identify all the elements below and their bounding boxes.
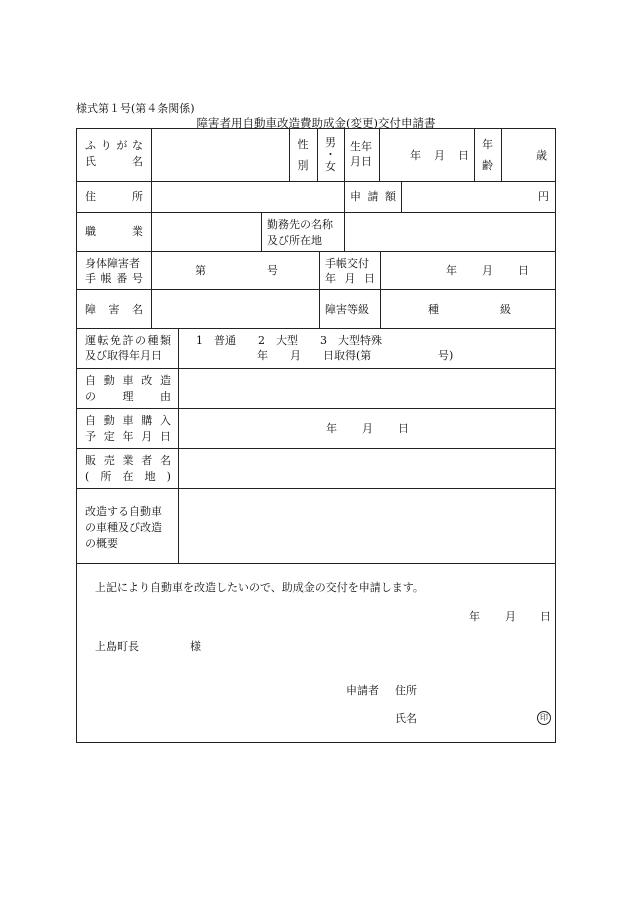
- col-border: [380, 251, 381, 328]
- license-label: 及び取得年月日: [85, 349, 162, 362]
- purchase-day-unit: 日: [398, 422, 409, 435]
- workplace-label: 及び所在地: [267, 234, 322, 247]
- addressee: 上島町長: [95, 640, 139, 653]
- age-label: 齢: [482, 159, 493, 172]
- declaration-month-unit: 月: [505, 610, 516, 623]
- row-border: [76, 448, 556, 449]
- name-label: 氏 名: [85, 155, 143, 168]
- grade-level-unit: 級: [500, 303, 511, 316]
- modification-overview-label: の車種及び改造: [85, 521, 162, 534]
- modification-overview-label: の概要: [85, 537, 118, 550]
- sex-label: 別: [297, 159, 309, 172]
- birth-day-unit: 日: [458, 149, 469, 162]
- purchase-month-unit: 月: [362, 422, 373, 435]
- col-border: [474, 128, 475, 181]
- modification-reason-label: 自 動 車 改 造: [85, 374, 171, 387]
- applicant-address-label: 住所: [395, 684, 417, 697]
- sex-option-female: 女: [325, 160, 336, 173]
- row-border: [76, 289, 556, 290]
- license-acquired: 日取得(第: [323, 349, 372, 362]
- grade-label: 障害等級: [325, 303, 369, 316]
- birth-month-unit: 月: [434, 149, 445, 162]
- furigana-label: ふ り が な: [85, 139, 143, 152]
- age-unit: 歳: [536, 149, 547, 162]
- col-border: [401, 181, 402, 212]
- declaration-year-unit: 年: [469, 610, 480, 623]
- workplace-label: 勤務先の名称: [267, 218, 333, 231]
- purchase-year-unit: 年: [326, 422, 337, 435]
- grade-type-unit: 種: [428, 303, 439, 316]
- row-border: [76, 212, 556, 213]
- address-label: 住 所: [85, 190, 143, 203]
- form-number: 様式第１号(第４条関係): [76, 102, 195, 115]
- birth-label: 生年: [350, 140, 372, 153]
- row-border: [76, 563, 556, 564]
- purchase-date-label: 予 定 年 月 日: [85, 430, 171, 443]
- purchase-date-label: 自 動 車 購 入: [85, 414, 171, 427]
- license-number-suffix: 号): [438, 349, 454, 362]
- col-border: [261, 212, 262, 251]
- seal-mark: 印: [537, 711, 551, 725]
- row-border: [76, 368, 556, 369]
- sex-option-sep: ・: [325, 148, 336, 161]
- amount-unit: 円: [538, 190, 549, 203]
- cert-no-prefix: 第: [195, 264, 206, 277]
- sex-option-male: 男: [325, 136, 336, 149]
- license-types: 1 普通 2 大型 3 大型特殊: [196, 334, 382, 347]
- row-border: [76, 181, 556, 182]
- license-year-unit: 年: [257, 349, 268, 362]
- age-label: 年: [482, 138, 493, 151]
- issue-label: 手帳交付: [325, 257, 369, 270]
- modification-reason-label: の 理 由: [85, 390, 171, 403]
- issue-day-unit: 日: [518, 264, 529, 277]
- cert-no-label: 手 帳 番 号: [85, 272, 143, 285]
- row-border: [76, 488, 556, 489]
- birth-year-unit: 年: [410, 149, 421, 162]
- row-border: [76, 328, 556, 329]
- dealer-location-label: ( 所 在 地 ): [85, 470, 171, 483]
- cert-no-suffix: 号: [267, 264, 278, 277]
- issue-year-unit: 年: [446, 264, 457, 277]
- license-label: 運 転 免 許 の 種 類: [85, 334, 171, 347]
- row-border: [76, 408, 556, 409]
- sex-label: 性: [297, 138, 309, 151]
- declaration-day-unit: 日: [540, 610, 551, 623]
- applicant-name-label: 氏名: [395, 712, 417, 725]
- amount-label: 申 請 額: [350, 190, 396, 203]
- modification-overview-label: 改造する自動車: [85, 505, 162, 518]
- honorific: 様: [190, 640, 201, 653]
- license-month-unit: 月: [290, 349, 301, 362]
- declaration-statement: 上記により自動車を改造したいので、助成金の交付を申請します。: [95, 581, 424, 594]
- col-border: [344, 212, 345, 251]
- col-border: [379, 128, 380, 181]
- row-border: [76, 251, 556, 252]
- issue-label: 年 月 日: [325, 272, 375, 285]
- col-border: [178, 328, 179, 563]
- cert-no-label: 身体障害者: [85, 257, 140, 270]
- occupation-label: 職 業: [85, 225, 143, 238]
- issue-month-unit: 月: [482, 264, 493, 277]
- col-border: [319, 251, 320, 328]
- col-border: [151, 128, 152, 328]
- applicant-label: 申請者: [346, 684, 379, 697]
- dealer-label: 販 売 業 者 名: [85, 454, 171, 467]
- disability-name-label: 障 害 名: [85, 303, 143, 316]
- form-title: 障害者用自動車改造費助成金(変更)交付申請書: [196, 116, 436, 130]
- col-border: [501, 128, 502, 181]
- birth-label: 月日: [350, 155, 372, 168]
- col-border: [289, 128, 290, 181]
- col-border: [344, 128, 345, 212]
